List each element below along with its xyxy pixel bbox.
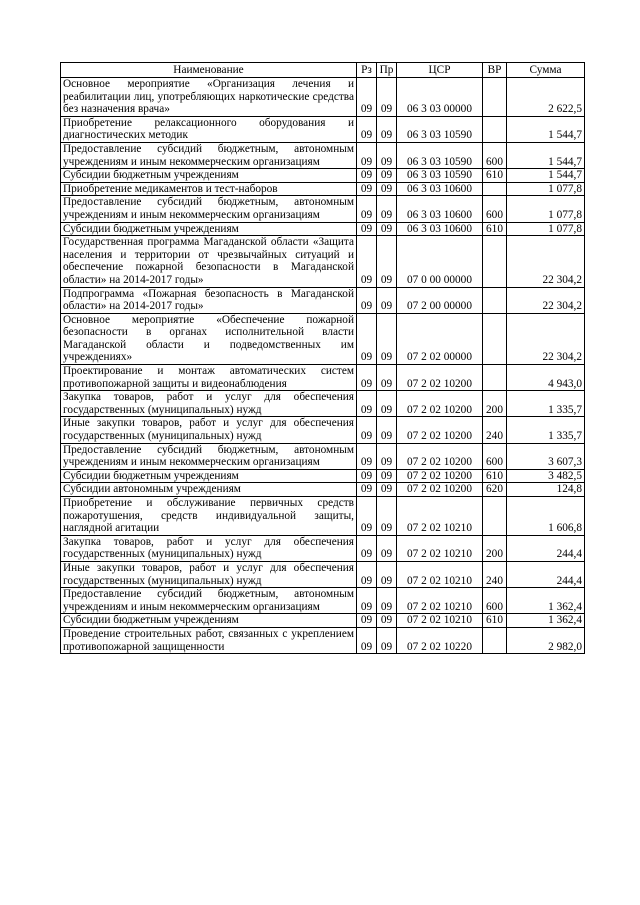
header-vr: ВР <box>483 63 507 78</box>
cell-vr <box>483 236 507 287</box>
cell-pr: 09 <box>377 287 397 313</box>
cell-csr: 07 2 02 10210 <box>397 497 483 536</box>
cell-rz: 09 <box>357 614 377 628</box>
table-row <box>61 287 585 313</box>
cell-name: Подпрограмма «Пожарная безопасность в Магаданской области» на 2014-2017 годы» <box>61 287 357 313</box>
header-rz: Рз <box>357 63 377 78</box>
table-row <box>61 222 585 236</box>
cell-pr: 09 <box>377 236 397 287</box>
cell-vr <box>483 116 507 142</box>
cell-pr: 09 <box>377 417 397 443</box>
header-sum: Сумма <box>507 63 585 78</box>
cell-csr: 06 3 03 10600 <box>397 182 483 196</box>
cell-sum: 22 304,2 <box>507 287 585 313</box>
cell-vr: 240 <box>483 417 507 443</box>
cell-pr: 09 <box>377 142 397 168</box>
table-row <box>61 561 585 587</box>
cell-rz: 09 <box>357 196 377 222</box>
cell-csr: 07 2 02 10200 <box>397 483 483 497</box>
cell-rz: 09 <box>357 443 377 469</box>
cell-name: Субсидии бюджетным учреждениям <box>61 169 357 183</box>
cell-pr: 09 <box>377 483 397 497</box>
cell-pr: 09 <box>377 561 397 587</box>
cell-sum: 1 335,7 <box>507 391 585 417</box>
cell-csr: 07 2 02 10200 <box>397 469 483 483</box>
cell-sum: 22 304,2 <box>507 236 585 287</box>
table-row <box>61 483 585 497</box>
cell-sum: 1 606,8 <box>507 497 585 536</box>
cell-rz: 09 <box>357 313 377 364</box>
cell-vr: 200 <box>483 391 507 417</box>
cell-pr: 09 <box>377 614 397 628</box>
header-pr: Пр <box>377 63 397 78</box>
cell-pr: 09 <box>377 469 397 483</box>
header-name: Наименование <box>61 63 357 78</box>
cell-csr: 07 2 02 10200 <box>397 391 483 417</box>
cell-pr: 09 <box>377 196 397 222</box>
cell-sum: 1 077,8 <box>507 196 585 222</box>
cell-rz: 09 <box>357 417 377 443</box>
cell-name: Основное мероприятие «Организация лечения и реабилитации лиц, употребляющих наркотические средства без назначения врача» <box>61 78 357 117</box>
cell-pr: 09 <box>377 497 397 536</box>
table-row <box>61 169 585 183</box>
cell-csr: 06 3 03 10590 <box>397 116 483 142</box>
table-row <box>61 417 585 443</box>
cell-pr: 09 <box>377 116 397 142</box>
cell-sum: 22 304,2 <box>507 313 585 364</box>
cell-sum: 1 362,4 <box>507 614 585 628</box>
cell-csr: 07 0 00 00000 <box>397 236 483 287</box>
cell-pr: 09 <box>377 313 397 364</box>
cell-pr: 09 <box>377 78 397 117</box>
cell-sum: 2 622,5 <box>507 78 585 117</box>
cell-vr: 610 <box>483 222 507 236</box>
cell-sum: 1 544,7 <box>507 169 585 183</box>
cell-vr <box>483 287 507 313</box>
cell-csr: 07 2 02 10210 <box>397 561 483 587</box>
cell-name: Государственная программа Магаданской области «Защита населения и территории от чрезвычайных ситуаций и обеспечение пожарной безопасности в Магаданской области» на 2014-2017 годы» <box>61 236 357 287</box>
cell-rz: 09 <box>357 535 377 561</box>
cell-name: Субсидии бюджетным учреждениям <box>61 614 357 628</box>
table-row <box>61 142 585 168</box>
cell-pr: 09 <box>377 222 397 236</box>
cell-sum: 124,8 <box>507 483 585 497</box>
cell-name: Закупка товаров, работ и услуг для обеспечения государственных (муниципальных) нужд <box>61 535 357 561</box>
cell-sum: 1 362,4 <box>507 588 585 614</box>
cell-rz: 09 <box>357 391 377 417</box>
cell-csr: 07 2 02 00000 <box>397 313 483 364</box>
cell-rz: 09 <box>357 78 377 117</box>
cell-csr: 07 2 02 10210 <box>397 588 483 614</box>
cell-name: Проведение строительных работ, связанных с укреплением противопожарной защищенности <box>61 627 357 653</box>
cell-sum: 3 482,5 <box>507 469 585 483</box>
cell-csr: 07 2 02 10200 <box>397 417 483 443</box>
table-row <box>61 391 585 417</box>
cell-rz: 09 <box>357 182 377 196</box>
cell-sum: 3 607,3 <box>507 443 585 469</box>
table-row <box>61 614 585 628</box>
cell-rz: 09 <box>357 169 377 183</box>
cell-name: Приобретение релаксационного оборудования и диагностических методик <box>61 116 357 142</box>
cell-csr: 07 2 02 10200 <box>397 365 483 391</box>
cell-vr: 610 <box>483 169 507 183</box>
cell-vr: 200 <box>483 535 507 561</box>
table-row <box>61 236 585 287</box>
cell-csr: 06 3 03 10590 <box>397 142 483 168</box>
cell-name: Предоставление субсидий бюджетным, автономным учреждениям и иным некоммерческим организациям <box>61 588 357 614</box>
cell-sum: 244,4 <box>507 535 585 561</box>
cell-rz: 09 <box>357 222 377 236</box>
table-row <box>61 443 585 469</box>
header-csr: ЦСР <box>397 63 483 78</box>
cell-vr <box>483 365 507 391</box>
cell-csr: 07 2 02 10210 <box>397 535 483 561</box>
table-body <box>61 78 585 654</box>
cell-vr: 600 <box>483 196 507 222</box>
cell-pr: 09 <box>377 588 397 614</box>
cell-pr: 09 <box>377 443 397 469</box>
cell-csr: 07 2 02 10200 <box>397 443 483 469</box>
cell-pr: 09 <box>377 391 397 417</box>
cell-vr: 240 <box>483 561 507 587</box>
cell-rz: 09 <box>357 469 377 483</box>
cell-name: Предоставление субсидий бюджетным, автономным учреждениям и иным некоммерческим организациям <box>61 196 357 222</box>
table-row <box>61 497 585 536</box>
cell-name: Закупка товаров, работ и услуг для обеспечения государственных (муниципальных) нужд <box>61 391 357 417</box>
cell-vr: 610 <box>483 614 507 628</box>
cell-vr <box>483 78 507 117</box>
cell-sum: 1 077,8 <box>507 222 585 236</box>
cell-sum: 1 077,8 <box>507 182 585 196</box>
cell-pr: 09 <box>377 535 397 561</box>
cell-sum: 4 943,0 <box>507 365 585 391</box>
cell-vr: 620 <box>483 483 507 497</box>
cell-name: Субсидии автономным учреждениям <box>61 483 357 497</box>
cell-name: Предоставление субсидий бюджетным, автономным учреждениям и иным некоммерческим организациям <box>61 142 357 168</box>
cell-rz: 09 <box>357 483 377 497</box>
cell-csr: 06 3 03 00000 <box>397 78 483 117</box>
table-header-row <box>61 63 585 78</box>
cell-sum: 1 544,7 <box>507 142 585 168</box>
cell-sum: 2 982,0 <box>507 627 585 653</box>
cell-rz: 09 <box>357 236 377 287</box>
budget-table <box>60 62 585 654</box>
cell-rz: 09 <box>357 561 377 587</box>
table-row <box>61 365 585 391</box>
cell-pr: 09 <box>377 365 397 391</box>
table-row <box>61 469 585 483</box>
cell-name: Приобретение медикаментов и тест-наборов <box>61 182 357 196</box>
cell-vr: 600 <box>483 443 507 469</box>
cell-pr: 09 <box>377 627 397 653</box>
table-row <box>61 313 585 364</box>
cell-vr <box>483 627 507 653</box>
table-row <box>61 116 585 142</box>
table-row <box>61 535 585 561</box>
table-row <box>61 182 585 196</box>
cell-csr: 06 3 03 10590 <box>397 169 483 183</box>
cell-rz: 09 <box>357 287 377 313</box>
cell-csr: 06 3 03 10600 <box>397 196 483 222</box>
cell-name: Приобретение и обслуживание первичных средств пожаротушения, средств индивидуальной защиты, наглядной агитации <box>61 497 357 536</box>
cell-vr: 610 <box>483 469 507 483</box>
cell-csr: 07 2 02 10220 <box>397 627 483 653</box>
cell-vr: 600 <box>483 142 507 168</box>
cell-vr <box>483 313 507 364</box>
cell-name: Субсидии бюджетным учреждениям <box>61 469 357 483</box>
cell-name: Предоставление субсидий бюджетным, автономным учреждениям и иным некоммерческим организациям <box>61 443 357 469</box>
cell-sum: 1 544,7 <box>507 116 585 142</box>
cell-name: Основное мероприятие «Обеспечение пожарной безопасности в органах исполнительной власти Магаданской области и подведомственных им учреждениях» <box>61 313 357 364</box>
cell-rz: 09 <box>357 497 377 536</box>
cell-csr: 06 3 03 10600 <box>397 222 483 236</box>
table-row <box>61 78 585 117</box>
cell-name: Иные закупки товаров, работ и услуг для обеспечения государственных (муниципальных) нужд <box>61 561 357 587</box>
cell-rz: 09 <box>357 116 377 142</box>
cell-name: Проектирование и монтаж автоматических систем противопожарной защиты и видеонаблюдения <box>61 365 357 391</box>
cell-csr: 07 2 00 00000 <box>397 287 483 313</box>
cell-name: Иные закупки товаров, работ и услуг для обеспечения государственных (муниципальных) нужд <box>61 417 357 443</box>
cell-rz: 09 <box>357 142 377 168</box>
cell-rz: 09 <box>357 365 377 391</box>
cell-rz: 09 <box>357 588 377 614</box>
cell-name: Субсидии бюджетным учреждениям <box>61 222 357 236</box>
cell-vr <box>483 182 507 196</box>
table-row <box>61 588 585 614</box>
cell-rz: 09 <box>357 627 377 653</box>
cell-sum: 244,4 <box>507 561 585 587</box>
cell-pr: 09 <box>377 182 397 196</box>
table-row <box>61 196 585 222</box>
cell-vr: 600 <box>483 588 507 614</box>
cell-csr: 07 2 02 10210 <box>397 614 483 628</box>
table-row <box>61 627 585 653</box>
cell-vr <box>483 497 507 536</box>
cell-pr: 09 <box>377 169 397 183</box>
cell-sum: 1 335,7 <box>507 417 585 443</box>
